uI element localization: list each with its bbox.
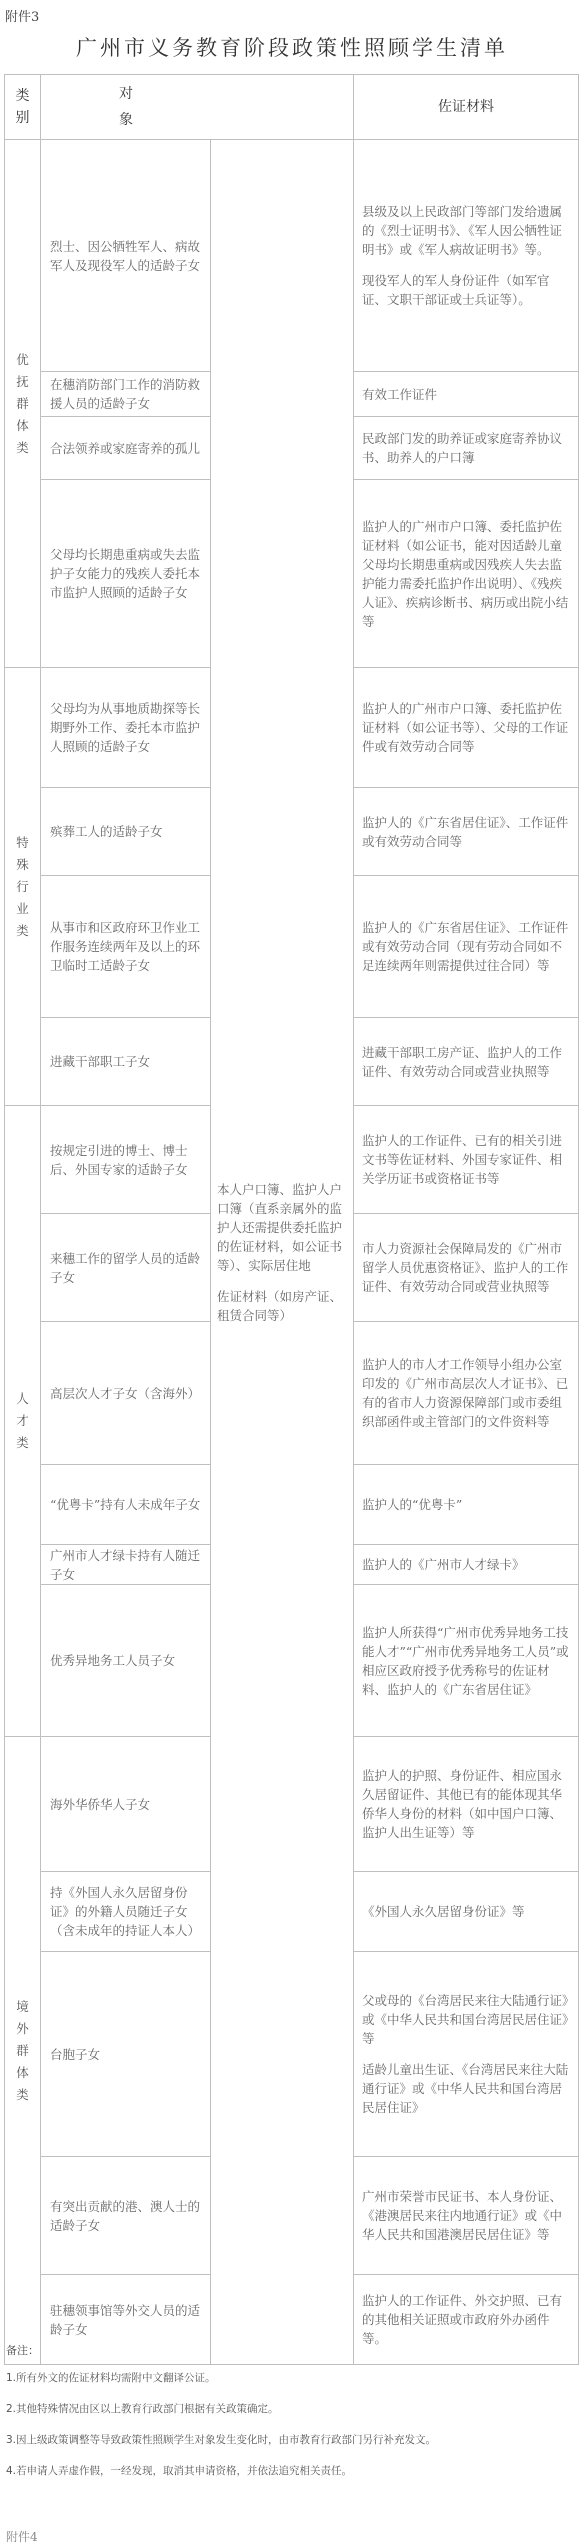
policy-table	[4, 74, 579, 2365]
category-name: 优抚群体类	[16, 351, 29, 455]
docs-text: 县级及以上民政部门等部门发给遗属的《烈士证明书》、《军人因公牺牲证明书》或《军人病故证明书》等。	[362, 204, 563, 257]
attachment-label: 附件3	[5, 10, 40, 25]
target-cell: 高层次人才子女（含海外）	[41, 1322, 211, 1465]
docs-cell: 监护人的工作证件、外交护照、已有的其他相关证照或市政府外办函件等。	[354, 2275, 579, 2365]
docs-cell: 监护人的广州市户口簿、委托监护佐证材料（如公证书，能对因适龄儿童父母均长期患重病或因残疾人失去监护能力需委托监护作出说明）、《残疾人证》、疾病诊断书、病历或出院小结等	[354, 480, 579, 668]
note-item: 4.若申请人弄虚作假，一经发现，取消其申请资格，并依法追究相关责任。	[6, 2465, 353, 2477]
next-attachment-label: 附件4	[6, 2530, 38, 2544]
docs-cell: 监护人的《广东省居住证》、工作证件或有效劳动合同（现有劳动合同如不足连续两年则需提供过往合同）等	[354, 876, 579, 1018]
target-cell: 按规定引进的博士、博士后、外国专家的适龄子女	[41, 1106, 211, 1214]
target-cell: 驻穗领事馆等外交人员的适龄子女	[41, 2275, 211, 2365]
note-item: 2.其他特殊情况由区以上教育行政部门根据有关政策确定。	[6, 2403, 279, 2415]
shared-docs-p2: 佐证材料（如房产证、租赁合同等）	[217, 1288, 343, 1323]
target-cell: 烈士、因公牺牲军人、病故军人及现役军人的适龄子女	[41, 140, 211, 372]
target-cell: 进藏干部职工子女	[41, 1018, 211, 1106]
target-cell: 在穗消防部门工作的消防救援人员的适龄子女	[41, 372, 211, 417]
notes-section	[6, 2342, 578, 2494]
target-cell: “优粤卡”持有人未成年子女	[41, 1465, 211, 1545]
shared-docs-cell	[211, 140, 354, 2365]
docs-cell: 市人力资源社会保障局发的《广州市留学人员优惠资格证》、监护人的工作证件、有效劳动合同或营业执照等	[354, 1214, 579, 1322]
docs-cell: 民政部门发的助养证或家庭寄养协议书、助养人的户口簿	[354, 417, 579, 480]
target-cell: 殡葬工人的适龄子女	[41, 788, 211, 876]
category-name: 境外群体类	[16, 1998, 29, 2102]
docs-cell: 广州市荣誉市民证书、本人身份证、《港澳居民来往内地通行证》或《中华人民共和国港澳居民居住证》等	[354, 2157, 579, 2275]
docs-cell: 监护人的《广东省居住证》、工作证件或有效劳动合同等	[354, 788, 579, 876]
target-cell: 海外华侨华人子女	[41, 1737, 211, 1872]
category-cell	[5, 668, 41, 1106]
docs-cell: 监护人的工作证件、已有的相关引进文书等佐证材料、外国专家证件、相关学历证书或资格证书等	[354, 1106, 579, 1214]
docs-cell: 监护人的《广州市人才绿卡》	[354, 1545, 579, 1585]
category-name: 人才类	[16, 1391, 29, 1450]
docs-cell: 监护人所获得“广州市优秀异地务工技能人才”“广州市优秀异地务工人员”或相应区政府授予优秀称号的佐证材料、监护人的《广东省居住证》	[354, 1585, 579, 1737]
header-target-bottom: 象	[119, 112, 133, 128]
target-cell: 来穗工作的留学人员的适龄子女	[41, 1214, 211, 1322]
docs-text: 父或母的《台湾居民来往大陆通行证》或《中华人民共和国台湾居民居住证》等	[362, 1993, 569, 2046]
header-target	[41, 75, 354, 140]
target-cell: 台胞子女	[41, 1952, 211, 2157]
table-row	[5, 140, 579, 372]
notes-heading: 备注：	[6, 2344, 39, 2357]
docs-text: 现役军人的军人身份证件（如军官证、文职干部证或士兵证等）。	[362, 273, 550, 307]
shared-docs-p1: 本人户口簿、监护人户口簿（直系亲属外的监护人还需提供委托监护的佐证材料，如公证书等）、实际居住地	[217, 1181, 343, 1273]
target-cell: 父母均为从事地质勘探等长期野外工作、委托本市监护人照顾的适龄子女	[41, 668, 211, 788]
docs-cell: 监护人的“优粤卡”	[354, 1465, 579, 1545]
target-cell: 合法领养或家庭寄养的孤儿	[41, 417, 211, 480]
category-cell	[5, 1737, 41, 2365]
header-category	[5, 75, 41, 140]
docs-cell: 进藏干部职工房产证、监护人的工作证件、有效劳动合同或营业执照等	[354, 1018, 579, 1106]
docs-cell: 有效工作证件	[354, 372, 579, 417]
target-cell: 优秀异地务工人员子女	[41, 1585, 211, 1737]
header-category-text: 类别	[15, 88, 30, 126]
docs-cell	[354, 1952, 579, 2157]
docs-cell: 《外国人永久居留身份证》等	[354, 1872, 579, 1952]
category-cell	[5, 140, 41, 668]
docs-cell: 监护人的广州市户口簿、委托监护佐证材料（如公证书等）、父母的工作证件或有效劳动合同等	[354, 668, 579, 788]
docs-cell: 监护人的市人才工作领导小组办公室印发的《广州市高层次人才证书》、已有的省市人力资源保障部门或市委组织部函件或主管部门的文件资料等	[354, 1322, 579, 1465]
table-header-row	[5, 75, 579, 140]
target-cell: 持《外国人永久居留身份证》的外籍人员随迁子女（含未成年的持证人本人）	[41, 1872, 211, 1952]
target-cell: 父母均长期患重病或失去监护子女能力的残疾人委托本市监护人照顾的适龄子女	[41, 480, 211, 668]
docs-cell: 监护人的护照、身份证件、相应国永久居留证件、其他已有的能体现其华侨华人身份的材料（如中国户口簿、监护人出生证等）等	[354, 1737, 579, 1872]
page-title: 广州市义务教育阶段政策性照顾学生清单	[76, 36, 508, 60]
target-cell: 广州市人才绿卡持有人随迁子女	[41, 1545, 211, 1585]
note-item: 1.所有外文的佐证材料均需附中文翻译公证。	[6, 2372, 216, 2384]
header-docs: 佐证材料	[354, 75, 579, 140]
target-cell: 从事市和区政府环卫作业工作服务连续两年及以上的环卫临时工适龄子女	[41, 876, 211, 1018]
category-name: 特殊行业类	[16, 834, 29, 938]
docs-text: 适龄儿童出生证、《台湾居民来往大陆通行证》或《中华人民共和国台湾居民居住证》	[362, 2062, 569, 2115]
header-target-top: 对	[119, 86, 133, 102]
docs-cell	[354, 140, 579, 372]
note-item: 3.因上级政策调整等导致政策性照顾学生对象发生变化时，由市教育行政部门另行补充发文。	[6, 2434, 437, 2446]
category-cell	[5, 1106, 41, 1737]
target-cell: 有突出贡献的港、澳人士的适龄子女	[41, 2157, 211, 2275]
